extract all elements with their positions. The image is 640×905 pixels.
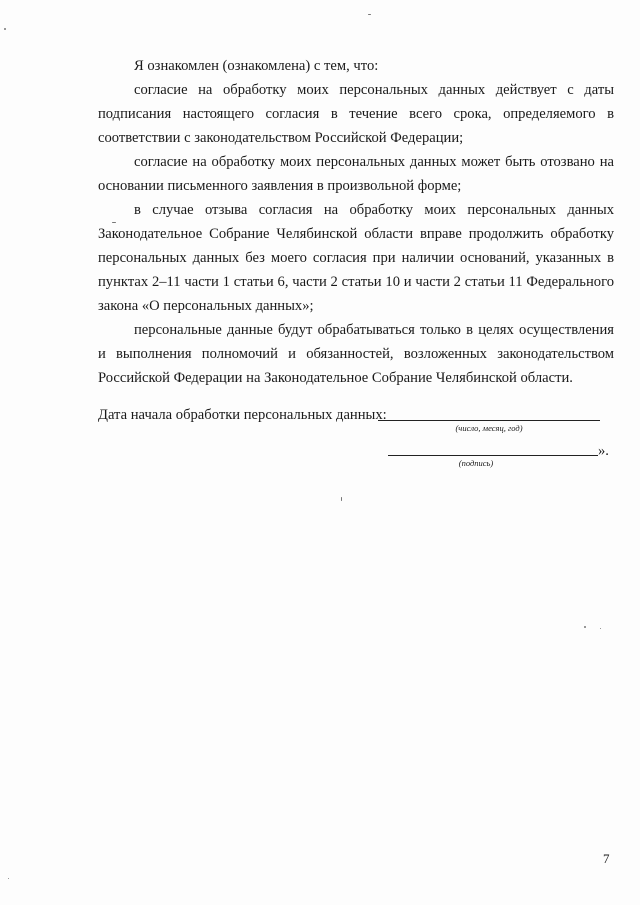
scan-speck <box>4 28 6 30</box>
signature-closing-quote: ». <box>598 443 609 459</box>
page-number: 7 <box>603 851 610 866</box>
signature-caption: (подпись) <box>458 458 494 468</box>
paragraph-consent-revocation: согласие на обработку моих персональных данных может быть отозвано на основании письменного заявления в произвольной форме; <box>98 154 614 194</box>
scan-speck <box>600 628 601 629</box>
signature-line <box>388 455 598 456</box>
scan-speck <box>368 14 371 15</box>
paragraph-processing-purpose: персональные данные будут обрабатываться только в целях осуществления и выполнения полномочий и обязанностей, возложенных законодательством Российской Федерации на Законодательное Собрание Челябинской области. <box>98 322 614 386</box>
date-caption: (число, месяц, год) <box>455 423 523 433</box>
date-label: Дата начала обработки персональных данных: <box>98 407 387 423</box>
paragraph-processing-after-revocation: в случае отзыва согласия на обработку моих персональных данных Законодательное Собрание Челябинской области вправе продолжить обработку персональных данных без моего согласия при наличии оснований, указанных в пунктах 2–11 части 1 статьи 6, части 2 статьи 10 и части 2 статьи 11 Федерального закона «О персональных данных»; <box>98 202 614 314</box>
scan-speck <box>112 222 116 223</box>
paragraph-consent-duration: согласие на обработку моих персональных данных действует с даты подписания настоящего согласия в течение всего срока, определяемого в соответствии с законодательством Российской Федерации; <box>98 82 614 146</box>
date-input-line <box>378 420 600 421</box>
intro-text: Я ознакомлен (ознакомлена) с тем, что: <box>134 58 379 74</box>
scan-speck <box>584 626 586 628</box>
scan-speck <box>8 878 9 879</box>
scan-speck <box>341 497 342 501</box>
